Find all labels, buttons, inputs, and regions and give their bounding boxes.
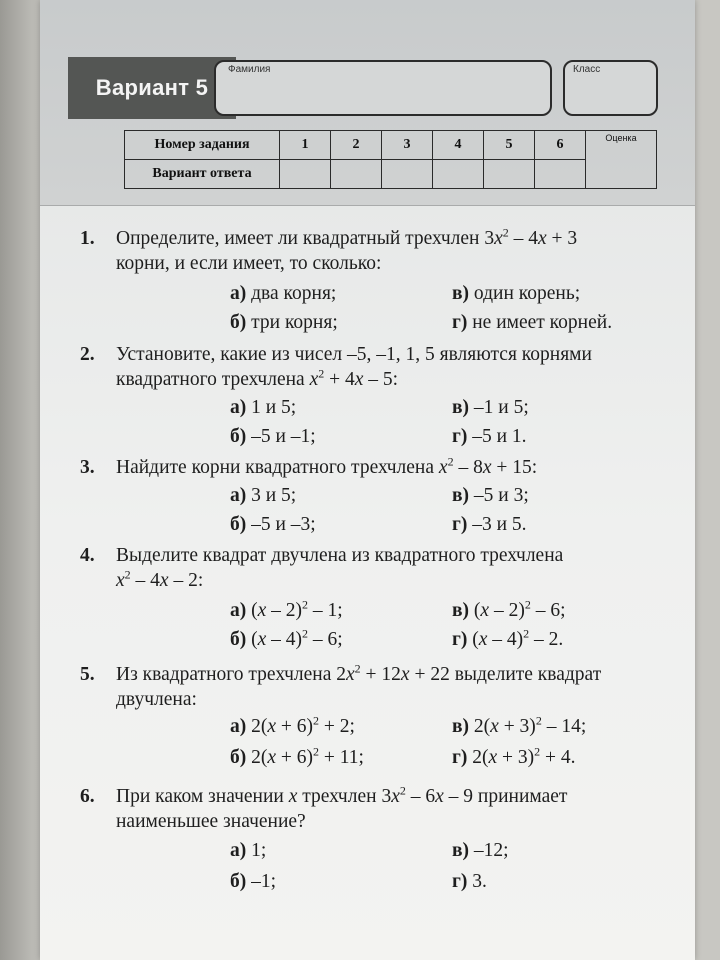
problem-number: 5. [80, 664, 95, 685]
option-a[interactable] [230, 397, 296, 419]
option-text: три корня; [251, 312, 338, 333]
option-text: (x – 2)$^2$ – 6; [473, 597, 566, 621]
option-text: –1; [251, 871, 277, 892]
option-text: 1; [251, 840, 267, 861]
option-letter: а) [230, 283, 247, 304]
task-number-cell: 2 [331, 131, 382, 160]
option-a[interactable] [230, 713, 355, 738]
problem-text: Установите, какие из чисел –5, –1, 1, 5 являются корнями квадратного трехчлена $x^2 + 4x - 5$: [116, 344, 592, 390]
class-field[interactable] [563, 60, 658, 116]
option-letter: а) [230, 397, 247, 418]
option-text: –12; [473, 840, 509, 861]
option-v[interactable] [452, 597, 566, 622]
option-letter: г) [452, 629, 468, 650]
task-number-cell: 3 [382, 131, 433, 160]
grade-cell[interactable] [586, 131, 657, 189]
problem-number: 6. [80, 786, 95, 807]
option-v[interactable] [452, 283, 580, 305]
option-letter: б) [230, 426, 247, 447]
option-b[interactable] [230, 744, 364, 769]
option-text: –5 и –3; [251, 514, 316, 535]
class-label: Класс [573, 64, 601, 75]
option-letter: г) [452, 747, 468, 768]
option-b[interactable] [230, 871, 276, 893]
answer-cell-1[interactable] [280, 160, 331, 189]
option-g[interactable] [452, 744, 576, 769]
option-text: (x – 4)$^2$ – 2. [472, 626, 564, 650]
option-letter: в) [452, 716, 470, 737]
task-number-cell: 5 [484, 131, 535, 160]
option-letter: а) [230, 716, 247, 737]
option-text: не имеет корней. [472, 312, 613, 333]
task-number-cell: 6 [535, 131, 586, 160]
option-text: $2(x + 6)^2 + 2$; [251, 713, 355, 737]
option-letter: в) [452, 840, 470, 861]
problem-6 [80, 784, 700, 834]
option-letter: а) [230, 600, 247, 621]
variant-title: Вариант 5 [68, 57, 236, 119]
option-text: 3 и 5; [251, 485, 297, 506]
answer-cell-6[interactable] [535, 160, 586, 189]
option-a[interactable] [230, 485, 296, 507]
option-text: $2(x + 3)^2 - 14$; [473, 713, 587, 737]
option-letter: г) [452, 426, 468, 447]
worksheet-page [40, 0, 695, 960]
option-letter: а) [230, 840, 247, 861]
problem-text: При каком значении x трехчлен $3x^2 - 6x - 9$ принимает наименьшее значение? [116, 783, 568, 832]
option-letter: в) [452, 485, 470, 506]
header-band [40, 0, 695, 206]
option-text: (x – 4)$^2$ – 6; [251, 626, 343, 650]
grade-label: Оценка [605, 133, 637, 143]
option-letter: в) [452, 283, 470, 304]
option-v[interactable] [452, 485, 529, 507]
surname-label: Фамилия [228, 64, 271, 75]
option-letter: б) [230, 629, 247, 650]
problem-number: 4. [80, 545, 95, 566]
answer-cell-2[interactable] [331, 160, 382, 189]
problem-number: 2. [80, 344, 95, 365]
option-b[interactable] [230, 514, 316, 536]
option-g[interactable] [452, 426, 527, 448]
option-text: –5 и –1; [251, 426, 316, 447]
option-text: один корень; [473, 283, 581, 304]
option-text: –1 и 5; [473, 397, 529, 418]
problem-text: Выделите квадрат двучлена из квадратного трехчлена $x^2 - 4x - 2$: [116, 545, 564, 591]
option-b[interactable] [230, 312, 338, 334]
answer-cell-5[interactable] [484, 160, 535, 189]
task-number-cell: 4 [433, 131, 484, 160]
option-v[interactable] [452, 840, 509, 862]
option-v[interactable] [452, 397, 529, 419]
problem-1 [80, 226, 700, 276]
option-letter: в) [452, 397, 470, 418]
option-text: 3. [472, 871, 487, 892]
problem-text: Найдите корни квадратного трехчлена $x^2 - 8x + 15$: [116, 454, 538, 478]
option-letter: г) [452, 514, 468, 535]
surname-field[interactable] [214, 60, 552, 116]
option-letter: б) [230, 312, 247, 333]
option-a[interactable] [230, 840, 266, 862]
answer-table [124, 130, 657, 189]
problem-4 [80, 543, 700, 593]
answer-cell-4[interactable] [433, 160, 484, 189]
problem-3 [80, 455, 700, 480]
problem-number: 3. [80, 457, 95, 478]
problem-text: Определите, имеет ли квадратный трехчлен $3x^2 - 4x + 3$ корни, и если имеет, то сколько: [116, 225, 578, 274]
option-text: два корня; [251, 283, 337, 304]
option-letter: в) [452, 600, 470, 621]
option-a[interactable] [230, 597, 343, 622]
option-b[interactable] [230, 626, 343, 651]
problem-2 [80, 342, 700, 392]
option-text: $2(x + 3)^2 + 4$. [472, 744, 576, 768]
option-v[interactable] [452, 713, 587, 738]
option-a[interactable] [230, 283, 336, 305]
option-text: 1 и 5; [251, 397, 297, 418]
option-g[interactable] [452, 312, 612, 334]
option-text: –3 и 5. [472, 514, 527, 535]
option-letter: б) [230, 747, 247, 768]
option-letter: г) [452, 312, 468, 333]
option-g[interactable] [452, 871, 487, 893]
problem-number: 1. [80, 228, 95, 249]
option-letter: г) [452, 871, 468, 892]
answer-variant-header: Вариант ответа [125, 160, 280, 189]
option-letter: б) [230, 514, 247, 535]
problem-5 [80, 662, 700, 712]
task-number-cell: 1 [280, 131, 331, 160]
option-b[interactable] [230, 426, 316, 448]
problem-text: Из квадратного трехчлена $2x^2 + 12x + 22$ выделите квадрат двучлена: [116, 661, 602, 710]
option-letter: б) [230, 871, 247, 892]
option-text: (x – 2)$^2$ – 1; [251, 597, 343, 621]
option-text: –5 и 1. [472, 426, 527, 447]
answer-cell-3[interactable] [382, 160, 433, 189]
option-text: –5 и 3; [473, 485, 529, 506]
option-g[interactable] [452, 514, 527, 536]
option-text: $2(x + 6)^2 + 11$; [251, 744, 364, 768]
option-g[interactable] [452, 626, 564, 651]
table-row [125, 160, 657, 189]
task-number-header: Номер задания [125, 131, 280, 160]
option-letter: а) [230, 485, 247, 506]
table-row [125, 131, 657, 160]
